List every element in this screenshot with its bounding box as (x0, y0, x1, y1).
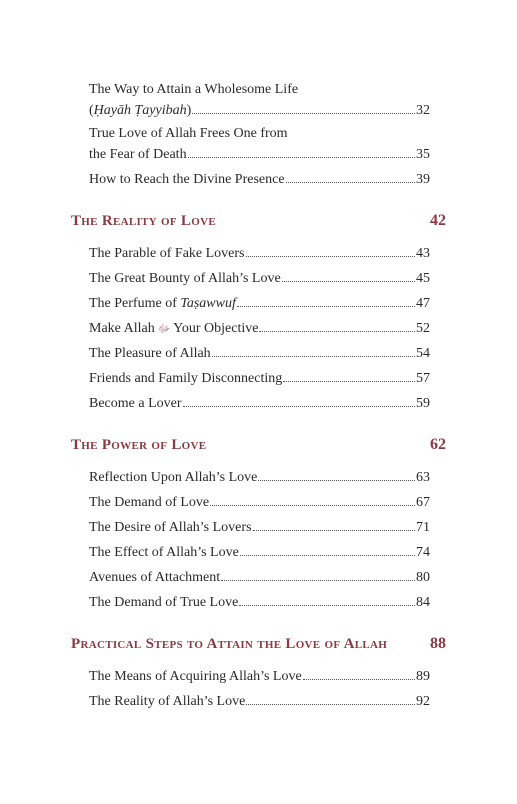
toc-entry-row (89, 145, 430, 164)
toc-entry-title: How to Reach the Divine Presence (89, 172, 285, 187)
toc-entry-page: 35 (416, 147, 430, 162)
toc-entry-page: 43 (416, 246, 430, 261)
toc-entry-page: 92 (416, 694, 430, 709)
toc-entry-title: The Effect of Allah’s Love (89, 545, 239, 560)
toc-entry-row (89, 667, 430, 686)
section-page: 88 (430, 635, 446, 652)
toc-entry-page: 67 (416, 495, 430, 510)
toc-entry-row (89, 468, 430, 487)
toc-entry-title: Reflection Upon Allah’s Love (89, 470, 258, 485)
dot-leader (282, 269, 415, 282)
dot-leader (237, 294, 415, 307)
toc-entry-title-line2: the Fear of Death (89, 147, 187, 162)
toc-entry-row (89, 294, 430, 313)
dot-leader (253, 518, 415, 531)
toc-entry-row (89, 692, 430, 711)
honorific-glyph-icon: ﷻ (157, 323, 171, 335)
toc-entry-row (89, 101, 430, 120)
toc-entry-page: 63 (416, 470, 430, 485)
toc-entry-title: The Demand of True Love (89, 595, 239, 610)
toc-entry-page: 45 (416, 271, 430, 286)
toc-entry-row (89, 319, 430, 338)
toc-entry-title: The Reality of Allah’s Love (89, 694, 246, 709)
toc-entry-row (89, 244, 430, 263)
toc-entry-title: Friends and Family Disconnecting (89, 371, 283, 386)
dot-leader (239, 593, 415, 606)
toc-entry-page: 74 (416, 545, 430, 560)
dot-leader (303, 667, 415, 680)
toc-entry-page: 39 (416, 172, 430, 187)
toc-entry-row (89, 170, 430, 189)
toc-entry-page: 80 (416, 570, 430, 585)
toc-entry-title: The Demand of Love (89, 495, 210, 510)
dot-leader (188, 145, 415, 158)
dot-leader (246, 692, 415, 705)
toc-entry-row (89, 369, 430, 388)
section-title: The Power of Love (71, 437, 207, 453)
toc-entry-title: Make Allah ﷻ Your Objective (89, 321, 259, 336)
toc-entry-page: 54 (416, 346, 430, 361)
toc-entry-row (89, 568, 430, 587)
dot-leader (183, 394, 415, 407)
dot-leader (258, 468, 415, 481)
toc-entry-title: The Great Bounty of Allah’s Love (89, 271, 281, 286)
toc-entry-page: 57 (416, 371, 430, 386)
toc-entry-title-line1: The Way to Attain a Wholesome Life (89, 82, 299, 97)
toc-entry-title-line1: True Love of Allah Frees One from (89, 126, 288, 141)
dot-leader (212, 344, 415, 357)
toc-entry-row (89, 269, 430, 288)
toc-entry-title: The Pleasure of Allah (89, 346, 211, 361)
toc-entry-title: The Means of Acquiring Allah’s Love (89, 669, 302, 684)
dot-leader (259, 319, 415, 332)
toc-entry-row (89, 543, 430, 562)
toc-entry-row (89, 518, 430, 537)
toc-entry-title: The Parable of Fake Lovers (89, 246, 245, 261)
toc-entry-page: 52 (416, 321, 430, 336)
toc-entry-title: The Desire of Allah’s Lovers (89, 520, 252, 535)
section-page: 42 (430, 212, 446, 229)
toc-entry-page: 32 (416, 103, 430, 118)
toc-entry-title: The Perfume of Taṣawwuf (89, 296, 236, 311)
toc-entry-page: 84 (416, 595, 430, 610)
toc-entry-title: Avenues of Attachment (89, 570, 221, 585)
toc-entry-row (89, 394, 430, 413)
dot-leader (221, 568, 415, 581)
toc-entry-page: 89 (416, 669, 430, 684)
dot-leader (283, 369, 415, 382)
toc-entry-row (89, 593, 430, 612)
dot-leader (286, 170, 415, 183)
section-page: 62 (430, 436, 446, 453)
toc-entry-page: 59 (416, 396, 430, 411)
toc-entry-row (89, 344, 430, 363)
section-title: The Reality of Love (71, 213, 216, 229)
toc-entry-page: 71 (416, 520, 430, 535)
dot-leader (246, 244, 416, 257)
section-title: Practical Steps to Attain the Love of Allah (71, 636, 388, 652)
dot-leader (240, 543, 415, 556)
toc-entry-page: 47 (416, 296, 430, 311)
toc-entry-title: Become a Lover (89, 396, 182, 411)
toc-entry-row (89, 493, 430, 512)
dot-leader (192, 101, 415, 114)
toc-entry-title-line2: (Ḥayāh Ṭayyibah) (89, 103, 192, 118)
dot-leader (210, 493, 415, 506)
